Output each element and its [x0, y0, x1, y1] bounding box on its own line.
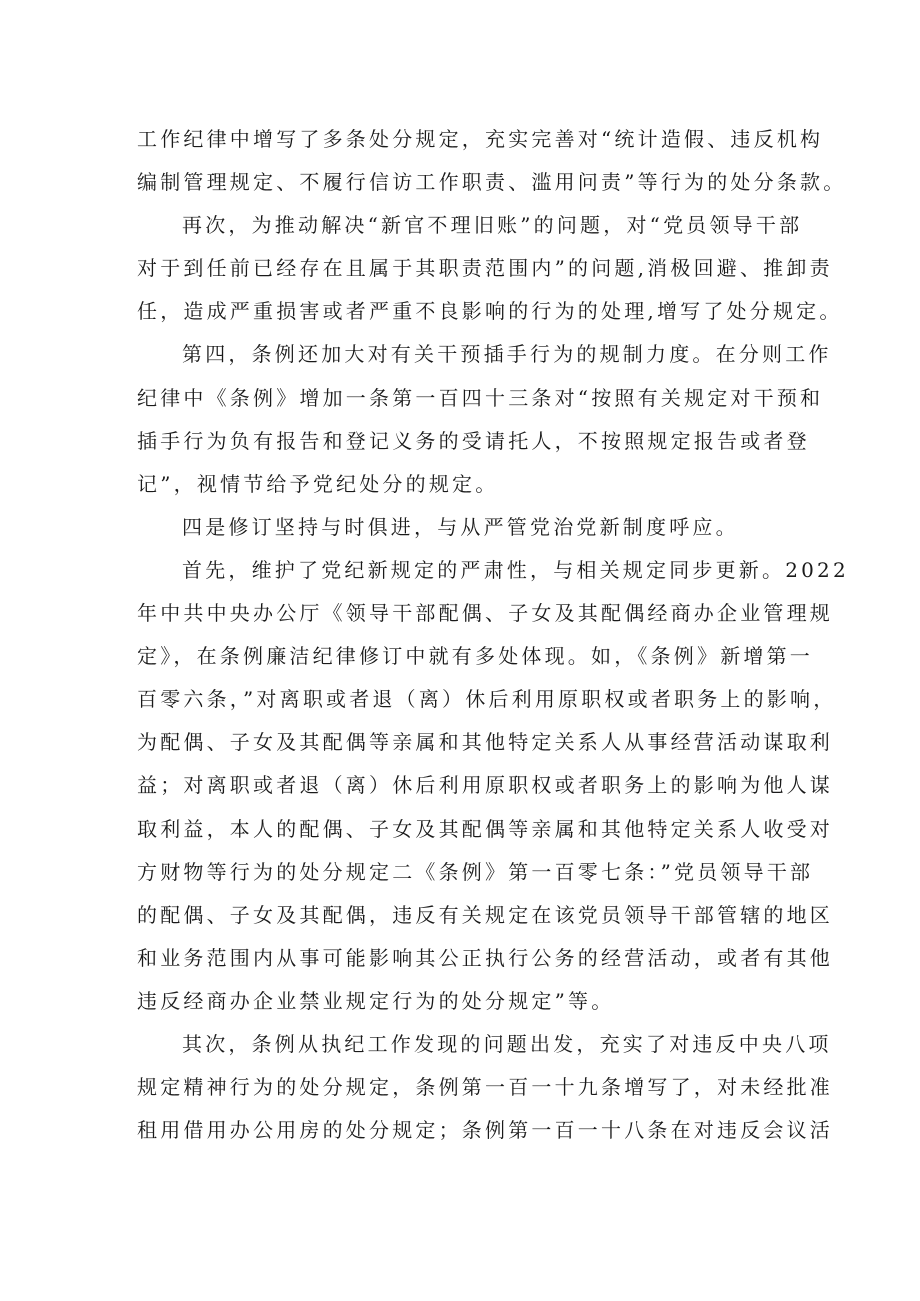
text-line: 对于到任前已经存在且属于其职责范围内”的问题,消极回避、推卸责 [137, 256, 833, 281]
paragraph-start-line: 第四，条例还加大对有关干预插手行为的规制力度。在分则工作 [182, 342, 832, 367]
text-line: 任，造成严重损害或者严重不良影响的行为的处理,增写了处分规定。 [137, 299, 843, 324]
text-line: 租用借用办公用房的处分规定；条例第一百一十八条在对违反会议活 [137, 1118, 833, 1143]
section-heading-line: 四是修订坚持与时俱进，与从严管党治党新制度呼应。 [182, 514, 739, 539]
paragraph-start-line: 首先，维护了党纪新规定的严肃性，与相关规定同步更新。2022 [182, 557, 849, 582]
text-line: 工作纪律中增写了多条处分规定，充实完善对“统计造假、违反机构 [137, 127, 824, 151]
text-line: 定》，在条例廉洁纪律修订中就有多处体现。如，《条例》新增第一 [137, 644, 813, 669]
text-line: 取利益，本人的配偶、子女及其配偶等亲属和其他特定关系人收受对 [137, 816, 833, 841]
paragraph-start-line: 其次，条例从执纪工作发现的问题出发，充实了对违反中央八项 [182, 1031, 832, 1056]
document-body [137, 118, 849, 1152]
text-line: 纪律中《条例》增加一条第一百四十三条对“按照有关规定对干预和 [137, 385, 824, 410]
text-line: 和业务范围内从事可能影响其公正执行公务的经营活动，或者有其他 [137, 945, 833, 970]
text-line: 为配偶、子女及其配偶等亲属和其他特定关系人从事经营活动谋取利 [137, 730, 833, 755]
paragraph-start-line: 再次，为推动解决“新官不理旧账”的问题，对“党员领导干部 [182, 213, 803, 238]
text-line: 的配偶、子女及其配偶，违反有关规定在该党员领导干部管辖的地区 [137, 902, 833, 927]
text-line: 百零六条，”对离职或者退（离）休后利用原职权或者职务上的影响， [137, 687, 837, 712]
text-line: 违反经商办企业禁业规定行为的处分规定”等。 [137, 988, 615, 1013]
text-line: 规定精神行为的处分规定，条例第一百一十九条增写了，对未经批准 [137, 1075, 833, 1100]
text-line: 益；对离职或者退（离）休后利用原职权或者职务上的影响为他人谋 [137, 773, 833, 798]
text-line: 编制管理规定、不履行信访工作职责、滥用问责”等行为的处分条款。 [137, 170, 847, 195]
text-line: 记”，视情节给予党纪处分的规定。 [137, 471, 499, 496]
text-line: 年中共中央办公厅《领导干部配偶、子女及其配偶经商办企业管理规 [137, 601, 833, 626]
text-line: 方财物等行为的处分规定二《条例》第一百零七条：”党员领导干部 [137, 859, 814, 884]
text-line: 插手行为负有报告和登记义务的受请托人，不按照规定报告或者登 [137, 428, 810, 453]
